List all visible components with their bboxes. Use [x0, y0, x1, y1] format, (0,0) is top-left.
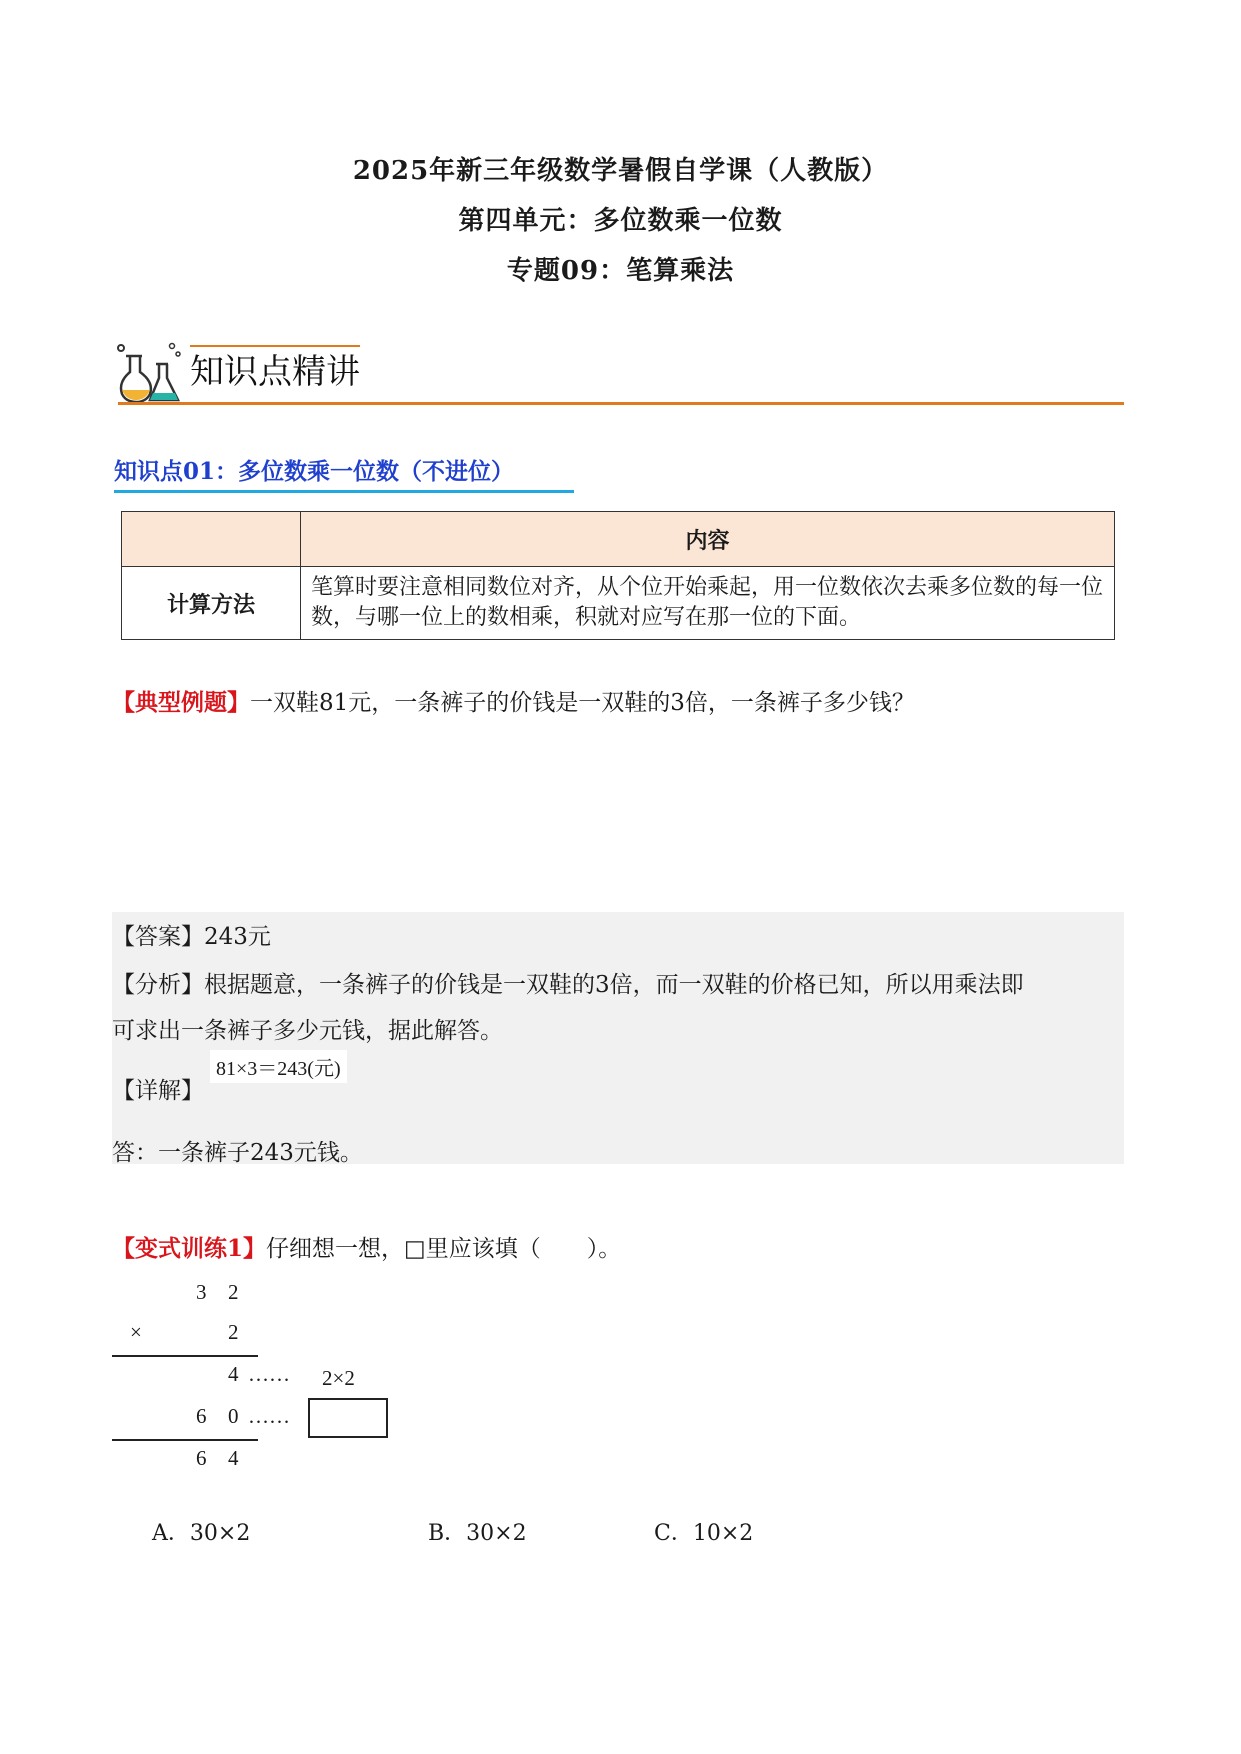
table-header-empty [122, 512, 301, 567]
knowledge-point-title: 知识点01：多位数乘一位数（不进位） [114, 458, 515, 485]
banner-divider [118, 402, 1124, 405]
option-c[interactable]: C．10×2 [654, 1521, 754, 1546]
answer-value: 243元 [204, 924, 271, 950]
dots: …… [248, 1362, 290, 1386]
knowledge-table [121, 511, 1115, 640]
analysis-tag: 【分析】 [112, 972, 204, 998]
times-sign: × [130, 1320, 142, 1344]
page-title: 2025年新三年级数学暑假自学课（人教版） [352, 156, 889, 186]
analysis-text-1: 根据题意，一条裤子的价钱是一双鞋的3倍，而一双鞋的价格已知，所以用乘法即 [204, 972, 1024, 998]
vertical-digit: 3 [196, 1280, 207, 1304]
answer-tag: 【答案】 [112, 924, 204, 950]
knowledge-point-underline [114, 490, 574, 493]
vertical-digit: 0 [228, 1404, 239, 1428]
vertical-line [112, 1439, 258, 1441]
example-question [112, 684, 915, 717]
unit-title: 第四单元：多位数乘一位数 [458, 206, 783, 236]
vertical-digit: 4 [228, 1446, 239, 1470]
exercise-question [112, 1230, 621, 1263]
exercise-text: 仔细想一想，□里应该填（ ）。 [266, 1236, 622, 1262]
analysis-line-2: 可求出一条裤子多少元钱，据此解答。 [112, 1018, 503, 1044]
table-row-label: 计算方法 [122, 567, 301, 640]
option-a[interactable]: A．30×2 [152, 1521, 251, 1546]
detail-formula: 81×3＝243(元) [210, 1050, 347, 1083]
vertical-digit: 4 [228, 1362, 239, 1386]
topic-title: 专题09：笔算乘法 [506, 256, 735, 286]
example-tag: 【典型例题】 [112, 689, 250, 716]
example-text: 一双鞋81元，一条裤子的价钱是一双鞋的3倍，一条裤子多少钱？ [250, 690, 915, 716]
analysis-line-1 [112, 966, 1024, 999]
table-row-text: 笔算时要注意相同数位对齐，从个位开始乘起，用一位数依次去乘多位数的每一位数，与哪一位上的数相乘，积就对应写在那一位的下面。 [301, 567, 1115, 640]
detail-tag: 【详解】 [112, 1078, 204, 1104]
vertical-line [112, 1355, 258, 1357]
section-banner-label: 知识点精讲 [190, 352, 360, 392]
option-b[interactable]: B．30×2 [428, 1521, 527, 1546]
partial-note: 2×2 [322, 1366, 355, 1390]
exercise-tag: 【变式训练1】 [112, 1235, 267, 1262]
dots: …… [248, 1404, 290, 1428]
vertical-digit: 6 [196, 1404, 207, 1428]
answer-line [112, 918, 271, 951]
vertical-digit: 6 [196, 1446, 207, 1470]
answer-blank-box[interactable] [308, 1398, 388, 1438]
table-header-content: 内容 [301, 512, 1115, 567]
vertical-digit: 2 [228, 1320, 239, 1344]
vertical-digit: 2 [228, 1280, 239, 1304]
chemistry-flask-icon [112, 338, 184, 404]
final-answer: 答：一条裤子243元钱。 [112, 1140, 363, 1166]
